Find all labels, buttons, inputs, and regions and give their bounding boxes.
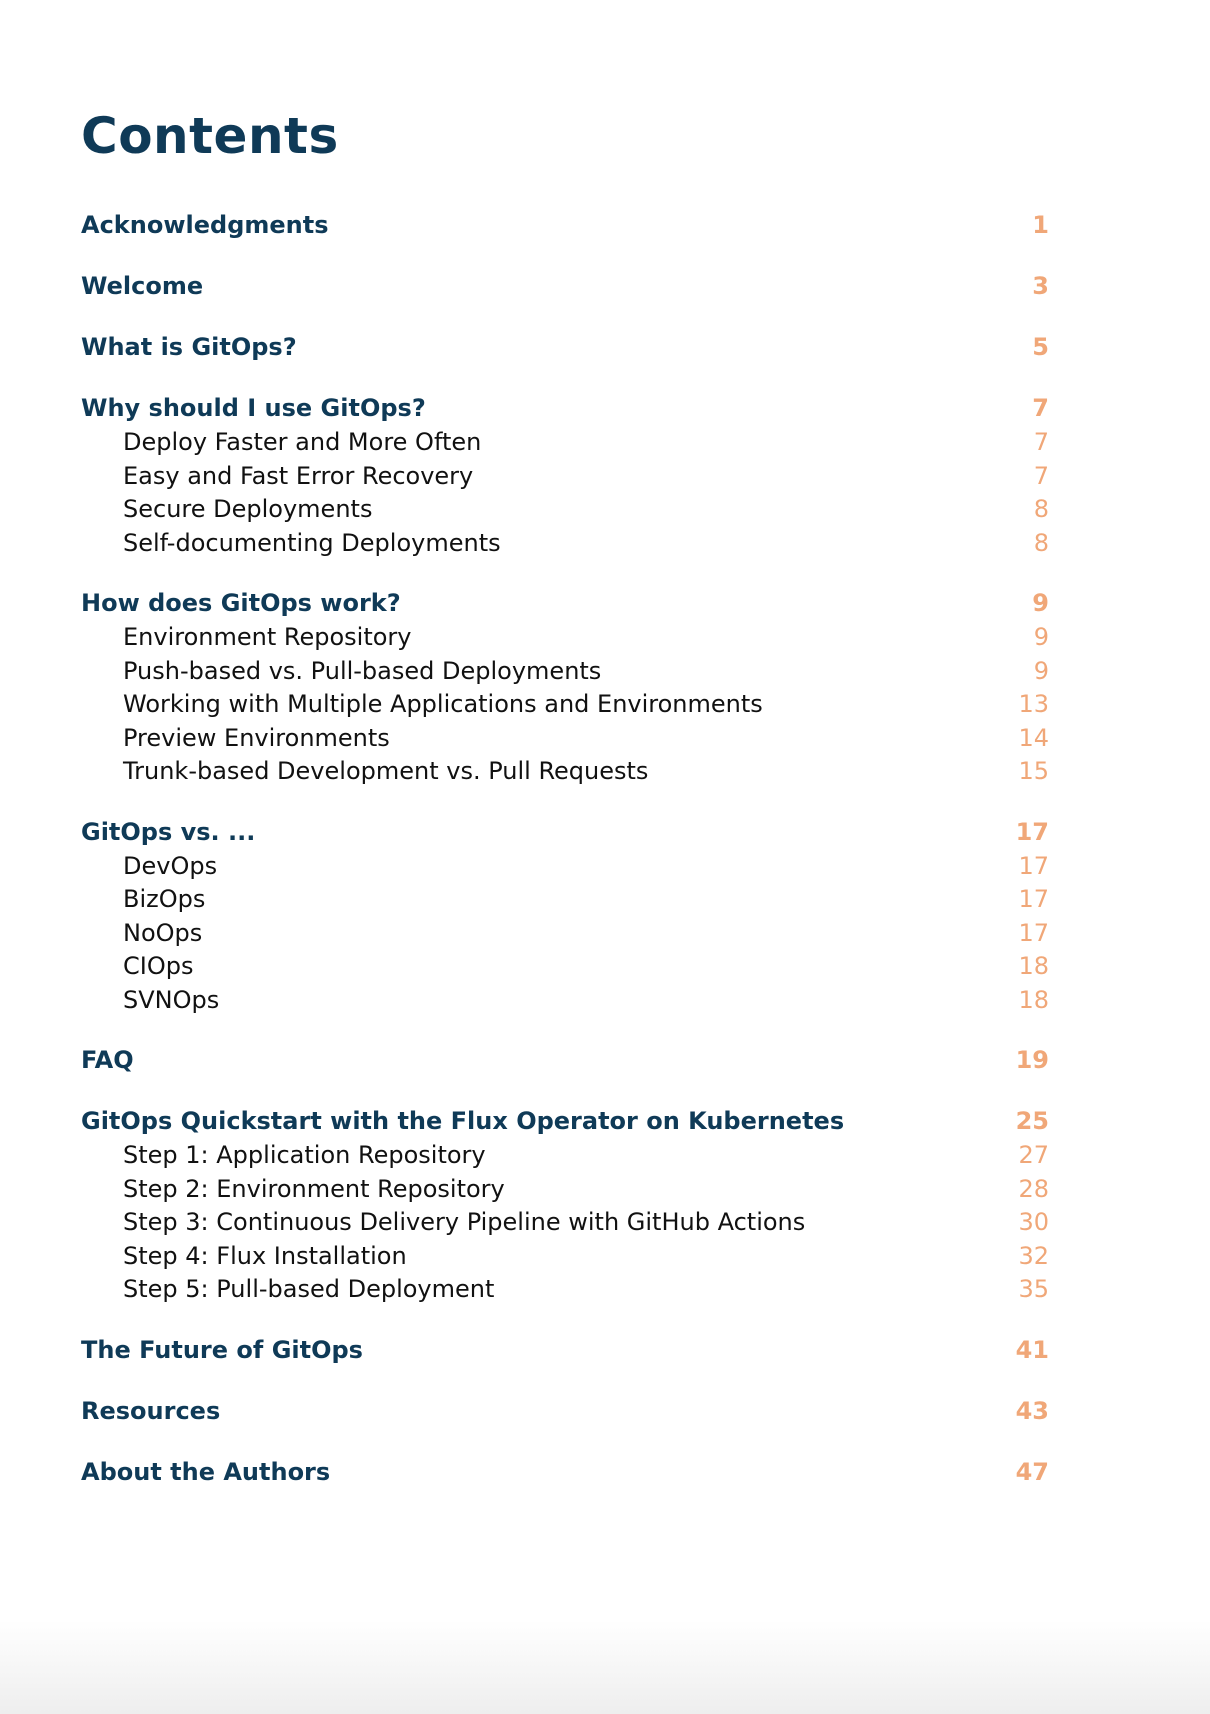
toc-entry-sub[interactable] xyxy=(81,690,1049,724)
toc-page-number: 7 xyxy=(1032,394,1049,422)
toc-subentry-label: Step 4: Flux Installation xyxy=(123,1241,407,1270)
toc-entry-major[interactable] xyxy=(81,1336,1049,1370)
toc-entry-label: Acknowledgments xyxy=(81,211,329,239)
toc-entry-major[interactable] xyxy=(81,818,1049,852)
toc-entry-sub[interactable] xyxy=(81,1141,1049,1175)
toc-entry-sub[interactable] xyxy=(81,495,1049,529)
toc-entry-label: GitOps vs. ... xyxy=(81,817,256,846)
toc-subentry-label: Environment Repository xyxy=(123,623,412,651)
toc-subentry-label: DevOps xyxy=(123,851,218,880)
toc-subentry-label: Working with Multiple Applications and Environments xyxy=(123,690,763,718)
toc-entry-major[interactable] xyxy=(81,272,1049,306)
toc-subentry-label: Deploy Faster and More Often xyxy=(123,428,482,456)
toc-subentry-label: Step 3: Continuous Delivery Pipeline with GitHub Actions xyxy=(123,1208,806,1236)
toc-page-number: 1 xyxy=(1032,211,1049,239)
toc-page-number: 9 xyxy=(1033,623,1049,651)
toc-page-number: 18 xyxy=(1018,952,1049,980)
toc-entry-label: Welcome xyxy=(81,272,204,300)
toc-entry-major[interactable] xyxy=(81,394,1049,428)
toc-section xyxy=(81,1046,1049,1080)
toc-page-number: 27 xyxy=(1018,1141,1049,1169)
toc-section xyxy=(81,1336,1049,1370)
toc-page-number: 8 xyxy=(1033,528,1049,557)
toc-page-number: 7 xyxy=(1033,461,1049,490)
toc-entry-label: GitOps Quickstart with the Flux Operator on Kubernetes xyxy=(81,1107,845,1135)
toc-subentry-label: Easy and Fast Error Recovery xyxy=(123,461,474,490)
toc-subentry-label: NoOps xyxy=(123,918,203,947)
toc-entry-major[interactable] xyxy=(81,333,1049,367)
toc-entry-label: What is GitOps? xyxy=(81,333,297,361)
toc-section xyxy=(81,1107,1049,1309)
toc-entry-label: The Future of GitOps xyxy=(81,1335,363,1364)
toc-subentry-label: Trunk-based Development vs. Pull Requests xyxy=(123,757,649,785)
toc-subentry-label: Step 5: Pull-based Deployment xyxy=(123,1275,495,1303)
toc-subentry-label: Secure Deployments xyxy=(123,495,373,523)
page-title: Contents xyxy=(81,107,339,165)
toc-entry-major[interactable] xyxy=(81,1397,1049,1431)
toc-page-number: 17 xyxy=(1018,885,1049,913)
toc-section xyxy=(81,589,1049,791)
toc-section xyxy=(81,1458,1049,1492)
toc-section xyxy=(81,818,1049,1020)
toc-entry-major[interactable] xyxy=(81,1046,1049,1080)
toc-page-number: 17 xyxy=(1015,817,1049,846)
toc-page-number: 25 xyxy=(1015,1107,1049,1135)
toc-entry-sub[interactable] xyxy=(81,623,1049,657)
toc-entry-sub[interactable] xyxy=(81,428,1049,462)
toc-entry-sub[interactable] xyxy=(81,1275,1049,1309)
toc-entry-label: Resources xyxy=(81,1396,221,1425)
toc-subentry-label: SVNOps xyxy=(123,985,220,1014)
toc-page-number: 9 xyxy=(1032,589,1049,617)
toc-subentry-label: BizOps xyxy=(123,885,206,913)
toc-page-number: 32 xyxy=(1018,1241,1049,1270)
toc-page-number: 43 xyxy=(1015,1396,1049,1425)
toc-entry-label: Why should I use GitOps? xyxy=(81,394,426,422)
toc-subentry-label: CIOps xyxy=(123,952,194,980)
toc-entry-sub[interactable] xyxy=(81,657,1049,691)
toc-entry-label: How does GitOps work? xyxy=(81,589,401,617)
toc-page-number: 9 xyxy=(1033,656,1049,685)
toc-entry-sub[interactable] xyxy=(81,919,1049,953)
toc-page-number: 17 xyxy=(1018,918,1049,947)
toc-page-number: 19 xyxy=(1015,1046,1049,1074)
toc-entry-label: FAQ xyxy=(81,1046,134,1074)
toc-entry-sub[interactable] xyxy=(81,852,1049,886)
toc-subentry-label: Push-based vs. Pull-based Deployments xyxy=(123,656,602,685)
toc-entry-sub[interactable] xyxy=(81,1242,1049,1276)
toc-entry-sub[interactable] xyxy=(81,529,1049,563)
toc-entry-major[interactable] xyxy=(81,211,1049,245)
toc-page-number: 28 xyxy=(1018,1174,1049,1203)
toc-entry-sub[interactable] xyxy=(81,1175,1049,1209)
toc-subentry-label: Self-documenting Deployments xyxy=(123,528,501,557)
toc-page-number: 17 xyxy=(1018,851,1049,880)
toc-entry-sub[interactable] xyxy=(81,1208,1049,1242)
toc-page-number: 13 xyxy=(1018,690,1049,718)
toc-subentry-label: Step 1: Application Repository xyxy=(123,1141,486,1169)
toc-entry-sub[interactable] xyxy=(81,952,1049,986)
toc-subentry-label: Preview Environments xyxy=(123,723,390,752)
toc-section xyxy=(81,272,1049,306)
toc-entry-sub[interactable] xyxy=(81,757,1049,791)
toc-page-number: 15 xyxy=(1018,757,1049,785)
toc-page-number: 35 xyxy=(1018,1275,1049,1303)
toc-page-number: 30 xyxy=(1018,1208,1049,1236)
toc-section xyxy=(81,333,1049,367)
toc-entry-sub[interactable] xyxy=(81,885,1049,919)
toc-entry-sub[interactable] xyxy=(81,462,1049,496)
toc-entry-sub[interactable] xyxy=(81,986,1049,1020)
toc-page-number: 18 xyxy=(1018,985,1049,1014)
toc-section xyxy=(81,394,1049,562)
toc-page-number: 5 xyxy=(1032,333,1049,361)
toc-entry-major[interactable] xyxy=(81,1458,1049,1492)
table-of-contents xyxy=(81,211,1049,1519)
toc-page-number: 8 xyxy=(1033,495,1049,523)
toc-entry-major[interactable] xyxy=(81,1107,1049,1141)
toc-page-number: 3 xyxy=(1032,272,1049,300)
toc-page-number: 7 xyxy=(1033,428,1049,456)
toc-page-number: 47 xyxy=(1015,1457,1049,1486)
toc-entry-sub[interactable] xyxy=(81,724,1049,758)
toc-entry-major[interactable] xyxy=(81,589,1049,623)
toc-page-number: 41 xyxy=(1015,1335,1049,1364)
toc-section xyxy=(81,1397,1049,1431)
toc-subentry-label: Step 2: Environment Repository xyxy=(123,1174,505,1203)
toc-page-number: 14 xyxy=(1018,723,1049,752)
toc-entry-label: About the Authors xyxy=(81,1457,331,1486)
toc-section xyxy=(81,211,1049,245)
